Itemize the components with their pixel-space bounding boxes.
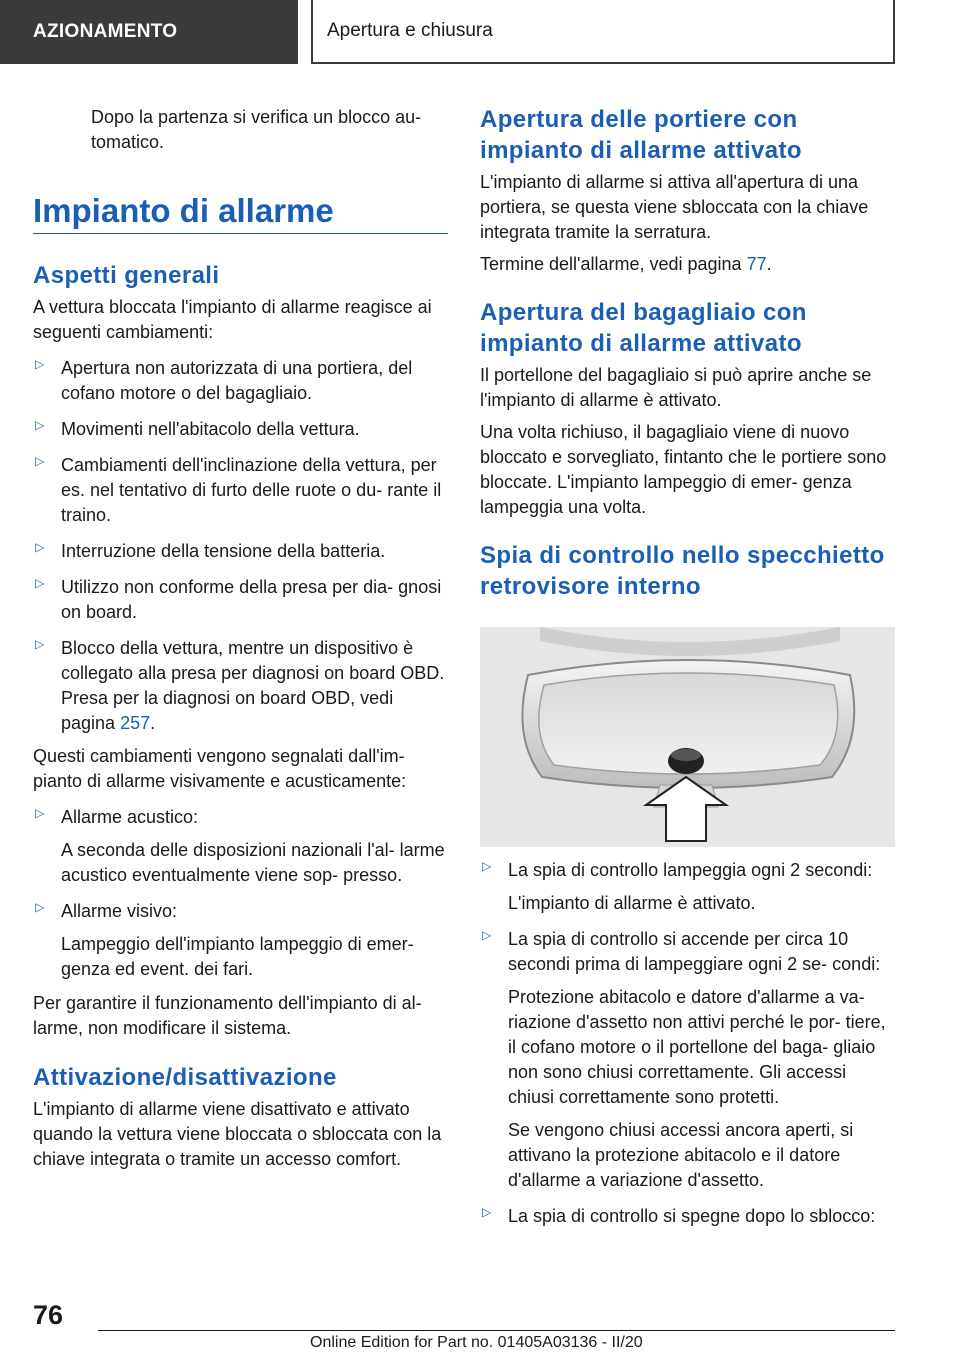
list-item: ▷ Cambiamenti dell'inclinazione della vettura, per es. nel tentativo di furto delle ruote o du- rante il traino. bbox=[35, 454, 442, 525]
list-item: ▷ Utilizzo non conforme della presa per dia- gnosi on board. bbox=[35, 576, 442, 622]
indicator-heading: Spia di controllo nello specchietto retrovisore interno bbox=[480, 542, 885, 600]
intro-text: Dopo la partenza si verifica un blocco au- tomatico. bbox=[91, 107, 422, 152]
rearview-mirror-image bbox=[480, 627, 895, 847]
edition-text: Online Edition for Part no. 01405A03136 - II/20 bbox=[310, 1334, 643, 1351]
general-heading: Aspetti generali bbox=[33, 262, 220, 289]
list-item: ▷ Interruzione della tensione della batteria. bbox=[35, 540, 386, 561]
list-item-acoustic: ▷ Allarme acustico: A seconda delle disposizioni nazionali l'al- larme acustico eventualmente viene sop- presso. bbox=[35, 806, 445, 885]
activation-heading: Attivazione/disattivazione bbox=[33, 1064, 337, 1091]
page-number: 76 bbox=[33, 1300, 64, 1330]
section-title: AZIONAMENTO bbox=[33, 21, 178, 42]
triangle-bullet-icon: ▷ bbox=[482, 1205, 492, 1219]
trunk-text-1: Il portellone del bagagliaio si può aprire anche se l'impianto di allarme è attivato. bbox=[480, 365, 872, 410]
page-link-257[interactable]: 257 bbox=[120, 713, 151, 733]
trunk-text-2: Una volta richiuso, il bagagliaio viene di nuovo bloccato e sorvegliato, fintanto che le portiere sono bloccate. L'impianto lampeggio di emer- genza lampeggia una volta. bbox=[480, 422, 887, 517]
list-item: ▷ Apertura non autorizzata di una portiera, del cofano motore o del bagagliaio. bbox=[35, 357, 413, 403]
doors-end: Termine dell'allarme, vedi pagina 77. bbox=[480, 254, 772, 274]
triangle-bullet-icon: ▷ bbox=[35, 900, 45, 914]
activation-text: L'impianto di allarme viene disattivato e attivato quando la vettura viene bloccata o sbloccata con la chiave integrata o tramite un accesso comfort. bbox=[33, 1099, 442, 1169]
doors-heading: Apertura delle portiere con impianto di allarme attivato bbox=[480, 106, 802, 164]
triangle-bullet-icon: ▷ bbox=[35, 637, 45, 651]
triangle-bullet-icon: ▷ bbox=[35, 576, 45, 590]
footer-rule bbox=[98, 1330, 895, 1331]
warning-text: Per garantire il funzionamento dell'impianto di al- larme, non modificare il sistema. bbox=[33, 993, 422, 1038]
signals-text: Questi cambiamenti vengono segnalati dall'im- pianto di allarme visivamente e acusticamente: bbox=[33, 746, 407, 791]
general-section bbox=[33, 260, 448, 1172]
page-link-77[interactable]: 77 bbox=[746, 254, 767, 274]
general-intro: A vettura bloccata l'impianto di allarme reagisce ai seguenti cambiamenti: bbox=[33, 297, 432, 342]
triangle-bullet-icon: ▷ bbox=[35, 806, 45, 820]
section-tab bbox=[0, 0, 298, 64]
list-item: ▷ La spia di controllo lampeggia ogni 2 secondi: L'impianto di allarme è attivato. bbox=[482, 859, 873, 913]
trunk-heading: Apertura del bagagliaio con impianto di allarme attivato bbox=[480, 299, 807, 357]
list-item: ▷ La spia di controllo si accende per circa 10 secondi prima di lampeggiare ogni 2 se- condi: Protezione abitacolo e datore d'allarme a va- riazione d'assetto non attivi perché le por- tiere, il cofano motore o il portellone del baga- gliaio non sono chiusi correttamente. Gli accessi chiusi correttamente sono protetti. Se vengono chiusi accessi ancora aperti, si attivano la protezione abitacolo e il datore d'allarme a variazione d'assetto. bbox=[482, 928, 886, 1190]
triangle-bullet-icon: ▷ bbox=[482, 859, 492, 873]
triangle-bullet-icon: ▷ bbox=[35, 418, 45, 432]
title-rule bbox=[33, 233, 448, 234]
list-item: ▷ Blocco della vettura, mentre un dispositivo è collegato alla presa per diagnosi on board OBD. Presa per la diagnosi on board OBD, vedi pagina 257. bbox=[35, 637, 445, 733]
list-item: ▷ La spia di controllo si spegne dopo lo sblocco: bbox=[482, 1205, 876, 1226]
right-column-bottom bbox=[480, 858, 895, 1229]
list-item-visual: ▷ Allarme visivo: Lampeggio dell'impianto lampeggio di emer- genza ed event. dei fari. bbox=[35, 900, 414, 979]
mirror-illustration bbox=[480, 627, 895, 847]
triangle-bullet-icon: ▷ bbox=[482, 928, 492, 942]
subsection-tab bbox=[311, 0, 895, 64]
page-title: Impianto di allarme bbox=[33, 192, 334, 229]
doors-text: L'impianto di allarme si attiva all'apertura di una portiera, se questa viene sbloccata con la chiave integrata tramite la serratura. bbox=[480, 172, 869, 242]
triangle-bullet-icon: ▷ bbox=[35, 540, 45, 554]
subsection-title: Apertura e chiusura bbox=[327, 20, 493, 41]
triangle-bullet-icon: ▷ bbox=[35, 454, 45, 468]
list-item: ▷ Movimenti nell'abitacolo della vettura. bbox=[35, 418, 360, 439]
right-column-top bbox=[480, 104, 895, 602]
triangle-bullet-icon: ▷ bbox=[35, 357, 45, 371]
